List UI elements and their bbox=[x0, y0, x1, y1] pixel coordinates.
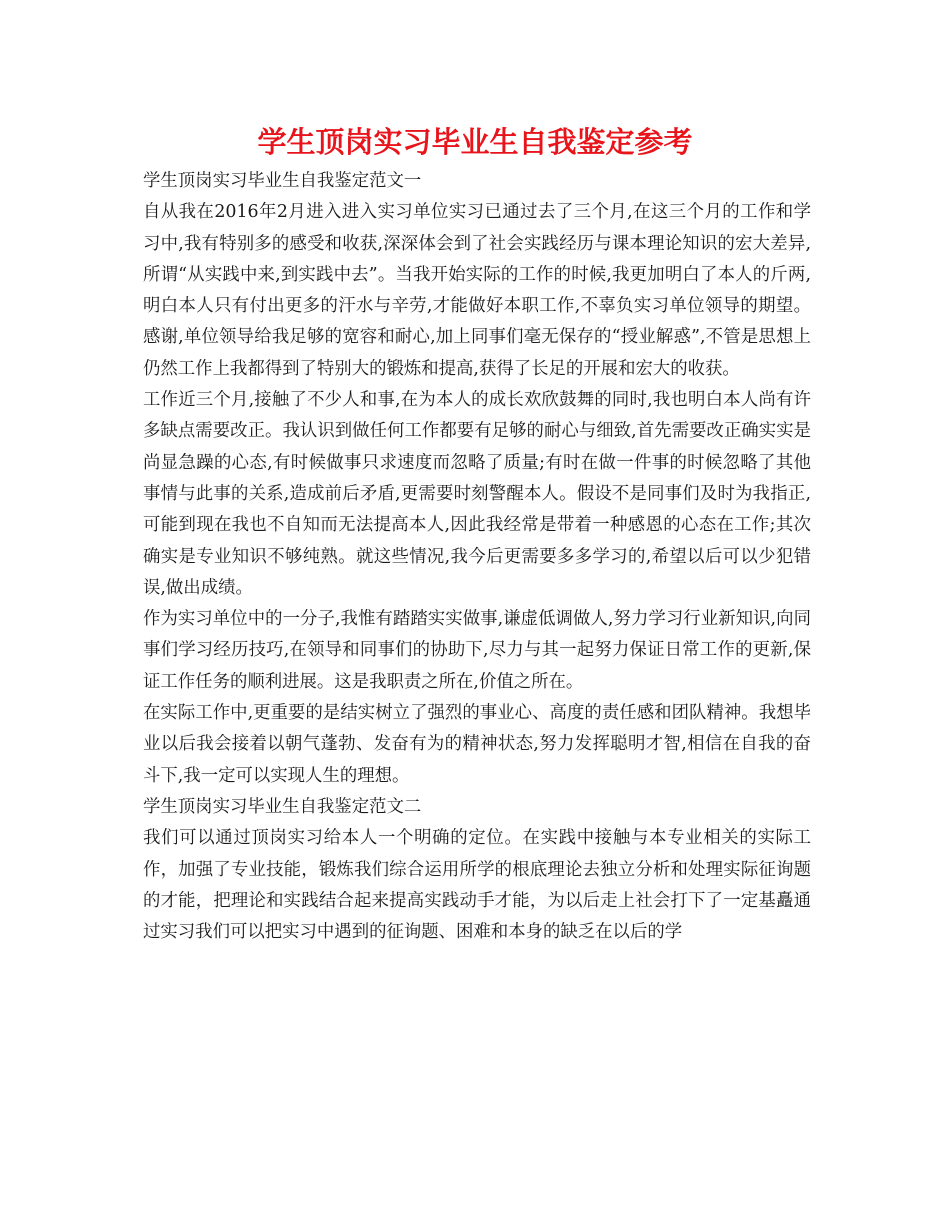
paragraph-5: 我们可以通过顶岗实习给本人一个明确的定位。在实践中接触与本专业相关的实际工作，加强了专业技能，锻炼我们综合运用所学的根底理论去独立分析和处理实际征询题的才能，把理论和实践结合起来提高实践动手才能，为以后走上社会打下了一定基矗通过实习我们可以把实习中遇到的征询题、困难和本身的缺乏在以后的学 bbox=[143, 828, 811, 943]
paragraph-3: 作为实习单位中的一分子,我惟有踏踏实实做事,谦虚低调做人,努力学习行业新知识,向同事们学习经历技巧,在领导和同事们的协助下,尽力与其一起努力保证日常工作的更新,保证工作任务的顺利进展。这是我职责之所在,价值之所在。 bbox=[143, 609, 811, 692]
paragraph-1: 自从我在2016年2月进入进入实习单位实习已通过去了三个月,在这三个月的工作和学习中,我有特别多的感受和收获,深深体会到了社会实践经历与课本理论知识的宏大差异,所谓“从实践中来,到实践中去”。当我开始实际的工作的时候,我更加明白了本人的斤两,明白本人只有付出更多的汗水与辛劳,才能做好本职工作,不辜负实习单位领导的期望。感谢,单位领导给我足够的宽容和耐心,加上同事们毫无保存的“授业解惑”,不管是思想上仍然工作上我都得到了特别大的锻炼和提高,获得了长足的开展和宏大的收获。 bbox=[143, 202, 811, 379]
section-heading-1: 学生顶岗实习毕业生自我鉴定范文一 bbox=[143, 171, 422, 191]
document-title: 学生顶岗实习毕业生自我鉴定参考 bbox=[257, 125, 693, 159]
paragraph-4: 在实际工作中,更重要的是结实树立了强烈的事业心、高度的责任感和团队精神。我想毕业以后我会接着以朝气蓬勃、发奋有为的精神状态,努力发挥聪明才智,相信在自我的奋斗下,我一定可以实现人生的理想。 bbox=[143, 703, 811, 786]
section-heading-2: 学生顶岗实习毕业生自我鉴定范文二 bbox=[143, 796, 422, 817]
document-body bbox=[143, 166, 811, 948]
paragraph-2: 工作近三个月,接触了不少人和事,在为本人的成长欢欣鼓舞的同时,我也明白本人尚有许多缺点需要改正。我认识到做任何工作都要有足够的耐心与细致,首先需要改正确实实是尚显急躁的心态,有时候做事只求速度而忽略了质量;有时在做一件事的时候忽略了其他事情与此事的关系,造成前后矛盾,更需要时刻警醒本人。假设不是同事们及时为我指正,可能到现在我也不自知而无法提高本人,因此我经常是带着一种感恩的心态在工作;其次确实是专业知识不够纯熟。就这些情况,我今后更需要多多学习的,希望以后可以少犯错误,做出成绩。 bbox=[143, 390, 811, 598]
